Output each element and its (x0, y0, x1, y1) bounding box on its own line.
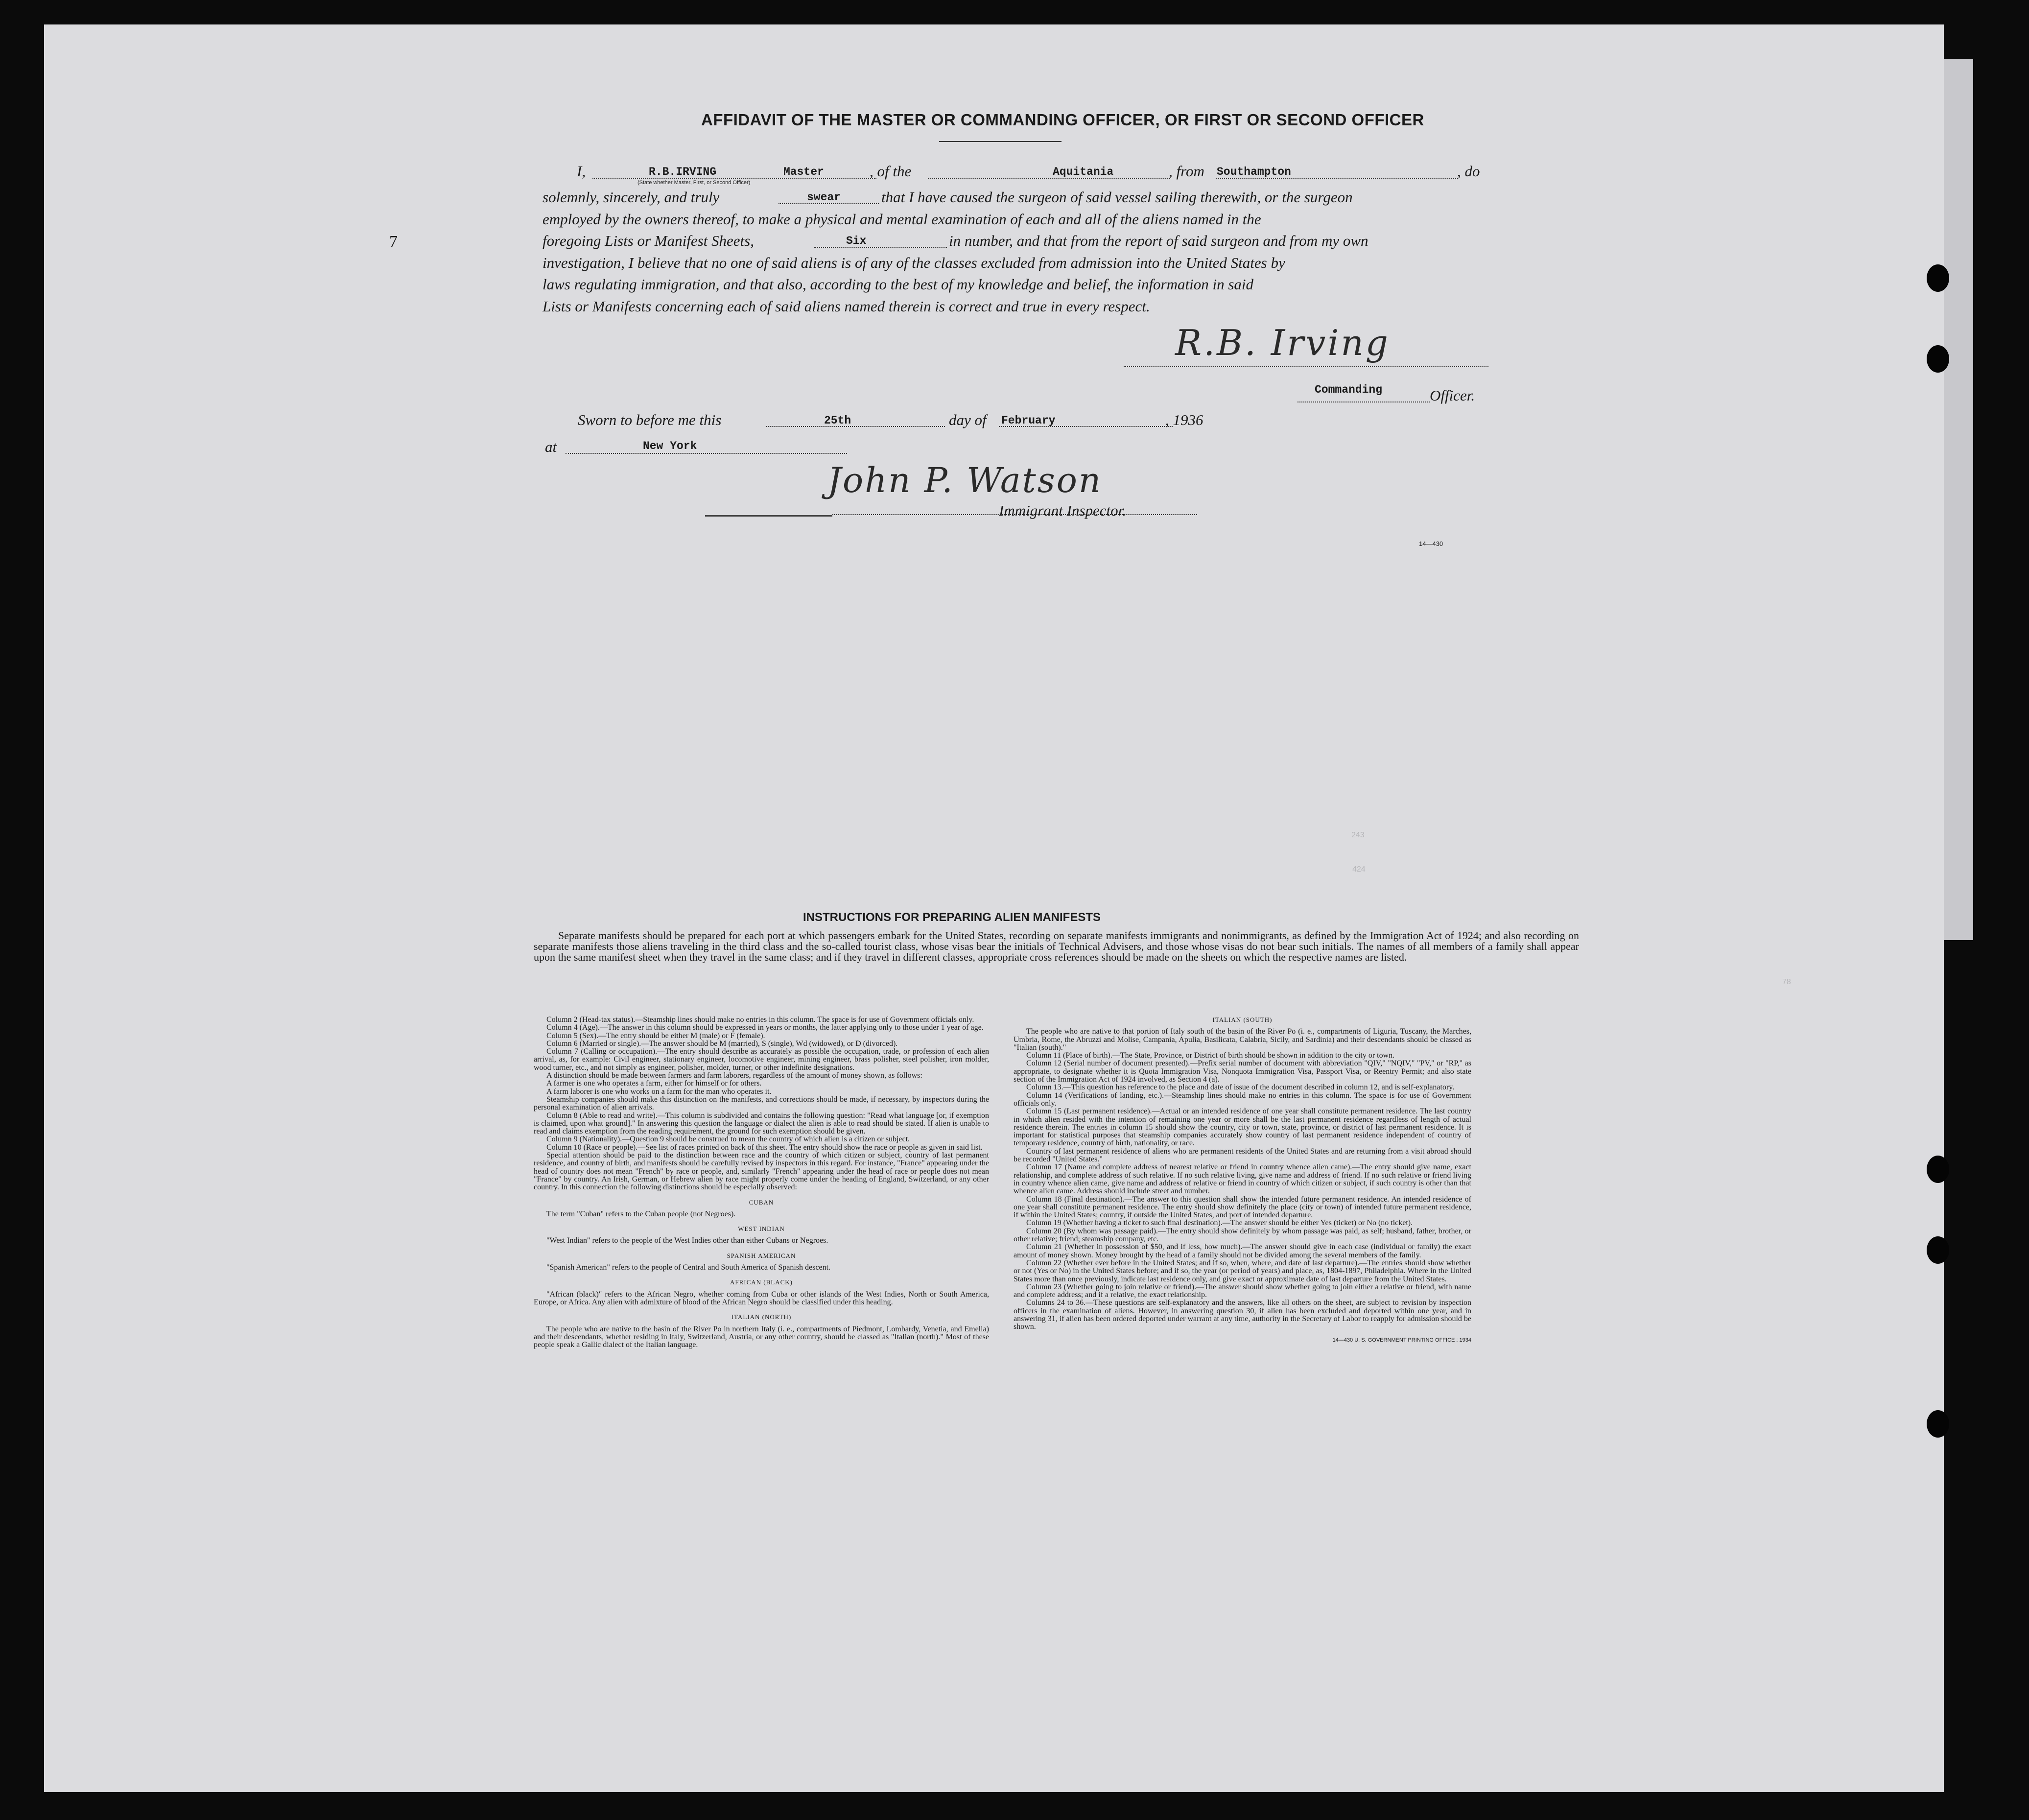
section-text: The people who are native to the basin of the River Po in northern Italy (i. e., compartments of Piedmont, Lombardy, Venetia, and Emelia) and their descendants, whether residing in Italy, Switzerland, Austria, or any other country, should be classed as "Italian (north)." Most of these people speak a Gallic dialect of the Italian language. (534, 1324, 989, 1349)
officer-line (592, 178, 876, 179)
section-heading: ITALIAN (NORTH) (731, 1313, 792, 1321)
sworn-day: 25th (824, 414, 851, 427)
instruction-paragraph: Column 2 (Head-tax status).—Steamship lines should make no entries in this column. The space is for use of Government officials only. (546, 1016, 974, 1024)
page-edge (1944, 59, 1973, 940)
instruction-paragraph: Column 6 (Married or single).—The answer should be M (married), S (single), Wd (widowed), or D (divorced). (546, 1039, 898, 1048)
section-text: "African (black)" refers to the African Negro, whether coming from Cuba or other islands of the West Indies, North or South America, Europe, or Africa. Any alien with admixture of blood of the African Negro should be classified under this heading. (534, 1290, 989, 1306)
officer-name: R.B.IRVING (649, 165, 717, 178)
instruction-paragraph: Column 17 (Name and complete address of nearest relative or friend in country whence alien came).—The entry should give name, exact relationship, and complete address of such relative. If no such relative living, give name and address of friend. If no such relative or friend living in country whence alien came, give name and address of relative or friend in country of which citizen or subject, if such country is other than that whence alien came. Address should include street and number. (1014, 1163, 1471, 1196)
affidavit-line-5: investigation, I believe that no one of said aliens is of any of the classes excluded from admission into the United States by (543, 254, 1285, 271)
sworn-label: Sworn to before me this (578, 411, 722, 428)
instruction-paragraph: Column 13.—This question has reference to the place and date of issue of the document described in column 12, and is self-explanatory. (1026, 1083, 1455, 1092)
vessel-name: Aquitania (1053, 165, 1114, 178)
affidavit-line-2b: that I have caused the surgeon of said vessel sailing therewith, or the surgeon (881, 189, 1353, 206)
margin-mark: 7 (389, 233, 398, 251)
instruction-paragraph: A distinction should be made between farmers and farm laborers, regardless of the amount of money shown, as follows: (546, 1071, 922, 1080)
instructions-right-column (1014, 1016, 1471, 1344)
instruction-paragraph: Column 5 (Sex).—The entry should be either M (male) or F (female). (546, 1031, 765, 1040)
instruction-paragraph: A farm laborer is one who works on a farm for the man who operates it. (546, 1087, 772, 1096)
instruction-paragraph: Column 8 (Able to read and write).—This column is subdivided and contains the following question: "Read what language [or, if exemption is claimed, upon what ground]." In answering this question the language or dialect the alien is able to read should be stated. If alien is unable to read and claims exemption from the reading requirement, the ground for such exemption should be given. (534, 1111, 989, 1136)
sheets-count: Six (846, 235, 867, 247)
affidavit-line-7: Lists or Manifests concerning each of said aliens named therein is correct and true in every respect. (543, 298, 1150, 315)
instructions-intro: Separate manifests should be prepared for each port at which passengers embark for the United States, recording on separate manifests immigrants and nonimmigrants, as defined by the Immigration Act of 1924; and also recording on separate manifests those aliens traveling in the third class and the so-called tourist class, whose visas bear the initials of Technical Advisers, and those whose visas do not bear such initials. The names of all members of a family shall appear upon the same manifest sheet when they travel in the same class; and if they travel in different classes, appropriate cross references should be made on the sheets on which the respective names are listed. (534, 929, 1579, 963)
form-number: 14—430 (1419, 540, 1443, 547)
place-line (566, 453, 847, 454)
instruction-paragraph: Column 22 (Whether ever before in the United States; and if so, when, where, and date of last departure).—The entries should show whether or not (Yes or No) in the United States before; and if so, the year (or period of years) and place, as, 1804-1897, Philadelphia. Where in the United States more than once previously, indicate last residence only, and give exact or approximate date of last departure from the United States. (1014, 1258, 1471, 1283)
instructions-title: INSTRUCTIONS FOR PREPARING ALIEN MANIFESTS (803, 911, 1101, 924)
instruction-paragraph: Columns 24 to 36.—These questions are self-explanatory and the answers, like all others on the sheet, are subject to revision by inspection officers in the examination of aliens. However, in answering question 30, if alien has been excluded and deported within one year, and in answering 31, if alien has been ordered deported under warrant at any time, authority in the Secretary of Labor to reapply for admission should be shown. (1014, 1299, 1471, 1331)
inspector-label: Immigrant Inspector. (999, 502, 1127, 519)
instruction-paragraph: Column 12 (Serial number of document presented).—Prefix serial number of document with abbreviation "QIV," "NQIV," "PV," or "RP," as appropriate, to designate whether it is Quota Immigration Visa, Nonquota Immigration Visa, Passport Visa, or Reentry Permit; and also state section of the Immigration Act of 1924 involved, as Section 4 (a). (1014, 1059, 1471, 1084)
punch-hole (1927, 1410, 1949, 1438)
punch-hole (1927, 1156, 1949, 1183)
day-of-label: day of (949, 411, 987, 428)
instruction-paragraph: Steamship companies should make this distinction on the manifests, and corrections should be made, if necessary, by inspectors during the personal examination of alien arrivals. (534, 1095, 989, 1112)
vessel-line (928, 178, 1170, 179)
instruction-paragraph: A farmer is one who operates a farm, either for himself or for others. (546, 1079, 762, 1088)
port-name: Southampton (1217, 165, 1291, 178)
title-rule (939, 141, 1062, 142)
section-heading: CUBAN (749, 1198, 774, 1206)
sheets-line (814, 247, 947, 248)
instruction-paragraph: Special attention should be paid to the distinction between race and the country of which citizen or subject, country of last permanent residence, and country of birth, and manifests should be carefully revised by inspectors in this regard. For instance, "France" appearing under the head of country does not mean "French" by race or people, and, similarly "French" appearing under the head of race or people does not mean "France" by country. An Irish, German, or Hebrew alien by race might properly come under the heading of England, Switzerland, or any other country. In this connection the following distinctions should be especially observed: (534, 1151, 989, 1192)
punch-hole (1927, 264, 1949, 292)
section-text: The term "Cuban" refers to the Cuban people (not Negroes). (546, 1209, 736, 1218)
instruction-paragraph: Column 14 (Verifications of landing, etc.).—Steamship lines should make no entries in this column. The space is for use of Government officials only. (1014, 1091, 1471, 1108)
officer-rank: Master (783, 165, 824, 178)
instruction-paragraph: Column 7 (Calling or occupation).—The entry should describe as accurately as possible the occupation, trade, or profession of each alien arrival, as, for example: Civil engineer, stationary engineer, locomotive engineer, mining engineer, brass polisher, steel polisher, iron molder, wood turner, etc., and not simply as engineer, polisher, molder, turner, or other indefinite designations. (534, 1047, 989, 1072)
day-line (766, 426, 945, 427)
instruction-paragraph: Column 9 (Nationality).—Question 9 should be construed to mean the country of which alien is a citizen or subject. (546, 1135, 910, 1144)
signature-line (1124, 366, 1488, 367)
section-text: "Spanish American" refers to the people of Central and South America of Spanish descent. (546, 1263, 831, 1272)
oath-word: swear (807, 191, 841, 204)
affidavit-line-6: laws regulating immigration, and that also, according to the best of my knowledge and belief, the information in said (543, 276, 1254, 293)
officer-title-fill: Commanding (1315, 383, 1383, 396)
officer-label: Officer. (1430, 387, 1475, 404)
instruction-paragraph: Column 20 (By whom was passage paid).—The entry should show definitely by whom passage was paid, as self; husband, father, brother, or other relative; friend; steamship company, etc. (1014, 1227, 1471, 1244)
of-the-label: , of the (870, 163, 912, 180)
instruction-paragraph: Column 19 (Whether having a ticket to such final destination).—The answer should be either Yes (ticket) or No (no ticket). (1026, 1219, 1413, 1228)
instruction-paragraph: The people who are native to that portion of Italy south of the basin of the River Po (i. e., compartments of Liguria, Tuscany, the Marches, Umbria, Rome, the Abruzzi and Molise, Campania, Apulia, Basilicata, Calabria, Sicily, and Sardinia) and their descendants should be classed as "Italian (south)." (1014, 1027, 1471, 1052)
instruction-paragraph: Country of last permanent residence of aliens who are permanent residents of the United States and are returning from a visit abroad should be recorded "United States." (1014, 1147, 1471, 1164)
section-text: "West Indian" refers to the people of the West Indies other than either Cubans or Negroes. (546, 1236, 828, 1245)
affidavit-title: AFFIDAVIT OF THE MASTER OR COMMANDING OFFICER, OR FIRST OR SECOND OFFICER (701, 111, 1424, 129)
signature-flourish (705, 515, 832, 517)
affidavit-line-2a: solemnly, sincerely, and truly (543, 189, 720, 206)
affidavit-line-3: employed by the owners thereof, to make a physical and mental examination of each and all of the aliens named in the (543, 211, 1261, 228)
at-label: at (545, 438, 557, 455)
instruction-paragraph: Column 4 (Age).—The answer in this column should be expressed in years or months, the latter applying only to those under 1 year of age. (546, 1023, 984, 1032)
affidavit-line-4a: foregoing Lists or Manifest Sheets, (543, 232, 754, 249)
bleed-mark: 78 (1782, 978, 1791, 986)
master-signature: R.B. Irving (1175, 322, 1390, 363)
instruction-paragraph: Column 11 (Place of birth).—The State, Province, or District of birth should be shown in addition to the city or town. (1026, 1051, 1395, 1060)
rank-note: (State whether Master, First, or Second Officer) (637, 180, 751, 186)
section-heading: ITALIAN (SOUTH) (1212, 1016, 1273, 1023)
instruction-paragraph: Column 15 (Last permanent residence).—Actual or an intended residence of one year shall constitute permanent residence. The last country in which alien resided with the intention of remaining one year or more shall be the last permanent residence regardless of length of actual residence therein. The entries in column 15 should show the country, city or town, state, province, or district of last permanent residence. It is important for statistical purposes that steamship companies accurately show country of last permanent residence independent of country of temporary residence, country of birth, nationality, or race. (1014, 1107, 1471, 1148)
affidavit-line-4b: in number, and that from the report of said surgeon and from my own (949, 232, 1368, 249)
section-heading: WEST INDIAN (738, 1225, 785, 1233)
section-heading: SPANISH AMERICAN (727, 1252, 796, 1259)
instruction-paragraph: Column 10 (Race or people).—See list of races printed on back of this sheet. The entry should show the race or people as given in said list. (546, 1143, 983, 1152)
instruction-paragraph: Column 18 (Final destination).—The answer to this question shall show the intended future permanent residence. An intended residence of one year shall constitute permanent residence. The entry should show definitely the place (city or town) of intended future permanent residence, if within the United States; country, if outside the United States, and port of intended departure. (1014, 1195, 1471, 1220)
i-label: I, (577, 163, 586, 180)
instructions-left-column (534, 1016, 989, 1349)
printing-office-footer: 14—430 U. S. GOVERNMENT PRINTING OFFICE : 1934 (1332, 1337, 1471, 1343)
sworn-month: February (1001, 414, 1056, 427)
bleed-mark: 424 (1352, 865, 1366, 874)
punch-hole (1927, 345, 1949, 373)
inspector-signature: John P. Watson (827, 460, 1102, 500)
bleed-mark: 243 (1351, 831, 1365, 839)
from-label: , from (1169, 163, 1204, 180)
do-label: , do (1457, 163, 1480, 180)
section-heading: AFRICAN (BLACK) (730, 1278, 793, 1286)
sworn-place: New York (643, 440, 697, 452)
year-label: , 1936 (1165, 411, 1203, 428)
instruction-paragraph: Column 23 (Whether going to join relative or friend).—The answer should show whether going to join either a relative or friend, with name and complete address; and if a relative, the exact relationship. (1014, 1282, 1471, 1300)
instruction-paragraph: Column 21 (Whether in possession of $50, and if less, how much).—The answer should give in each case (individual or family) the exact amount of money shown. Money brought by the head of a family should not be divided among the several members of the family. (1014, 1243, 1471, 1259)
punch-hole (1927, 1236, 1949, 1264)
